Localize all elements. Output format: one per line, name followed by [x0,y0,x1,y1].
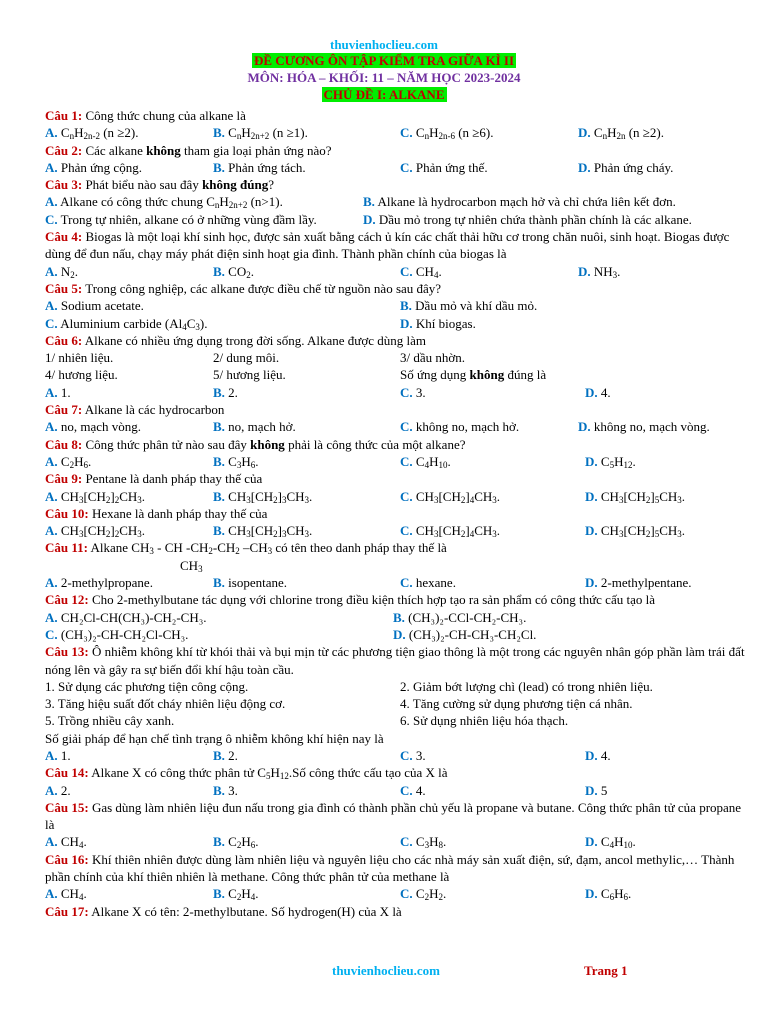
question-9: Câu 9: Pentane là danh pháp thay thế của [45,471,263,487]
question-list [45,107,750,920]
topic-title: CHỦ ĐỀ I: ALKANE [323,87,445,102]
question-14: Câu 14: Alkane X có công thức phân tử $C_5H_{12}.Số$ công thức cấu tạo của X là [45,765,448,782]
question-8: Câu 8: Công thức phân tử nào sau đây không phải là công thức của một alkane? [45,436,466,452]
question-1: Câu 1: Công thức chung của alkane là [45,108,246,123]
question-16: Câu 16: Khí thiên nhiên được dùng làm nhiên liệu và nguyên liệu cho các nhà máy sản xuất điện, sứ, đạm, ancol methylic,… Thành phần chính của khí thiên nhiên là methane. Công thức phân tử của methane là [45,851,735,885]
question-4-options: A. $N_2$. B. $CO_2$. C. $CH_4$. D. $NH_3$. [45,263,621,280]
question-12: Câu 12: Cho 2-methylbutane tác dụng với chlorine trong điều kiện thích hợp tạo ra sản phẩm có công thức cấu tạo là [45,592,655,608]
document-title: ĐỀ CƯƠNG ÔN TẬP KIỂM TRA GIỮA KÌ II [253,53,515,68]
question-6-uses-1: 1/ nhiên liệu. 2/ dung môi. 3/ dầu nhờn. [45,350,466,366]
question-6-options: A. 1. B. 2. C. 3. D. 4. [45,384,611,400]
question-3: Câu 3: Phát biểu nào sau đây không đúng? [45,177,274,193]
question-3-options-2: C. Trong tự nhiên, alkane có ở những vùng đầm lầy. D. Dầu mỏ trong tự nhiên chứa thành phần chính là các alkane. [45,211,692,227]
question-10-options: A. $CH_3[CH_2]_2CH_3$. B. $CH_3[CH_2]_3CH_3$. C. $CH_3[CH_2]_4CH_3$. D. $CH_3[CH_2]_5CH_3$. [45,523,685,540]
question-13: Câu 13: Ô nhiễm không khí từ khói thải và bụi mịn từ các phương tiện giao thông là một trong các nguyên nhân góp phần làm trái đất nóng lên và gây ra sự biến đổi khí hậu toàn cầu. [45,644,745,677]
question-13-solutions-3: 5. Trồng nhiều cây xanh. 6. Sử dụng nhiên liệu hóa thạch. [45,713,569,729]
footer-site-link[interactable]: thuvienhoclieu.com [332,963,440,978]
question-1-options: A. $C_nH_{2n-2}$ (n ≥2). B. $C_nH_{2n+2}$ (n ≥1). C. $C_nH_{2n-6}$ (n ≥6). D. $C_nH_{2n}$ (n ≥2). [45,125,664,142]
question-6: Câu 6: Alkane có nhiều ứng dụng trong đời sống. Alkane được dùng làm [45,332,426,348]
question-13-ask: Số giải pháp để hạn chế tình trạng ô nhiễm không khí hiện nay là [45,730,384,746]
question-5: Câu 5: Trong công nghiệp, các alkane được điều chế từ nguồn nào sau đây? [45,280,442,296]
question-11-options: A. 2-methylpropane. B. isopentane. C. hexane. D. 2-methylpentane. [45,575,692,591]
question-12-options-1: A. CH₂Cl-CH(CH₃)-CH₂-CH₃. B. (CH₃)₂-CCl-CH₂-CH₃. [45,609,527,625]
question-16-options: A. $CH_4$. B. $C_2H_4$. C. $C_2H_2$. D. $C_6H_6$. [45,886,632,903]
question-6-uses-2: 4/ hương liệu. 5/ hương liệu. Số ứng dụng không đúng là [45,367,547,383]
question-15: Câu 15: Gas dùng làm nhiên liệu đun nấu trong gia đình có thành phần chủ yếu là propane và butane. Công thức phân tử của propane là [45,799,742,833]
question-4: Câu 4: Biogas là một loại khí sinh học, được sản xuất bằng cách ủ kín các chất thải hữu cơ trong chăn nuôi, sinh hoạt. Biogas được dùng để đun nấu, chạy máy phát điện sinh hoạt gia đình. Thành phần chính của biogas là [45,229,730,262]
question-7: Câu 7: Alkane là các hydrocarbon [45,402,225,418]
question-13-solutions-2: 3. Tăng hiệu suất đốt cháy nhiên liệu động cơ. 4. Tăng cường sử dụng phương tiện cá nhân. [45,696,633,712]
question-2: Câu 2: Các alkane không tham gia loại phản ứng nào? [45,142,332,158]
question-17: Câu 17: Alkane X có tên: 2-methylbutane. Số hydrogen(H) của X là [45,903,402,919]
question-13-options: A. 1. B. 2. C. 3. D. 4. [45,747,611,763]
subject-line: MÔN: HÓA – KHỐI: 11 – NĂM HỌC 2023-2024 [247,70,521,85]
question-11-branch: $CH_3$ [180,557,203,574]
question-12-options-2: C. (CH₃)₂-CH-CH₂Cl-CH₃. D. (CH₃)₂-CH-CH₃-CH₂Cl. [45,626,537,642]
question-7-options: A. no, mạch vòng. B. no, mạch hở. C. không no, mạch hở. D. không no, mạch vòng. [45,419,710,435]
question-5-options-2: C. Aluminium carbide $(Al_4C_3)$. D. Khí biogas. [45,315,476,332]
question-2-options: A. Phản ứng cộng. B. Phản ứng tách. C. Phản ứng thế. D. Phản ứng cháy. [45,159,674,175]
question-13-solutions-1: 1. Sử dụng các phương tiện công cộng. 2. Giảm bớt lượng chì (lead) có trong nhiên liệu. [45,678,653,694]
question-8-options: A. $C_2H_6$. B. $C_3H_6$. C. $C_4H_{10}$. D. $C_5H_{12}$. [45,453,636,470]
question-15-options: A. $CH_4$. B. $C_2H_6$. C. $C_3H_8$. D. $C_4H_{10}$. [45,834,636,851]
page-number: Trang 1 [584,963,628,978]
question-5-options-1: A. Sodium acetate. B. Dầu mỏ và khí dầu mỏ. [45,298,538,314]
question-10: Câu 10: Hexane là danh pháp thay thế của [45,505,268,521]
question-11: Câu 11: Alkane $CH_3$ - CH $-CH_2-CH_2$ $-CH_3$ có tên theo danh pháp thay thế là [45,540,447,557]
question-9-options: A. $CH_3[CH_2]_2CH_3$. B. $CH_3[CH_2]_3CH_3$. C. $CH_3[CH_2]_4CH_3$. D. $CH_3[CH_2]_5CH_3$. [45,488,685,505]
site-header[interactable]: thuvienhoclieu.com [330,37,438,52]
question-3-options-1: A. Alkane có công thức chung $C_nH_{2n+2}$ (n>1). B. Alkane là hydrocarbon mạch hở và chỉ chứa liên kết đơn. [45,194,676,211]
question-14-options: A. 2. B. 3. C. 4. D. 5 [45,782,608,798]
